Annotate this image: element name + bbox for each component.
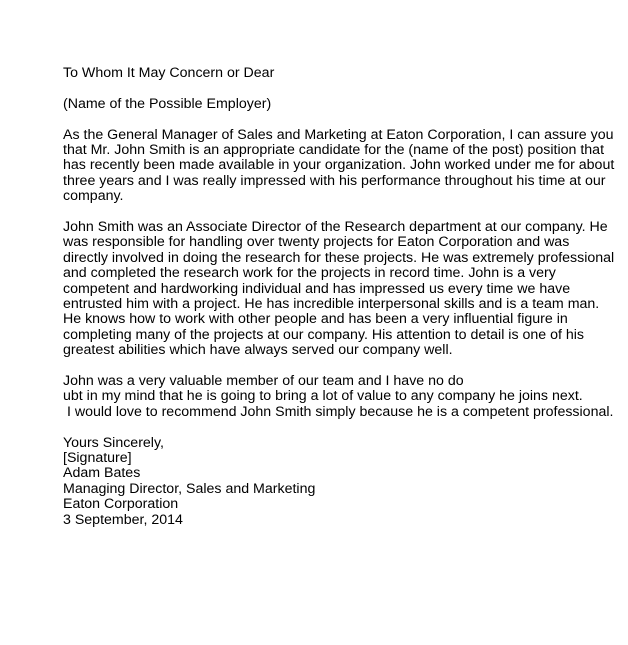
paragraph-experience [63,220,623,359]
paragraph-introduction [63,128,623,205]
paragraph-recommendation [63,374,623,420]
closing-block [63,436,623,528]
paragraph-line: competent and hardworking individual and has impressed us every time we have [63,280,571,297]
paragraph-line: John was a very valuable member of our team and I have no do [63,373,464,390]
salutation-text: To Whom It May Concern or Dear [63,65,275,81]
paragraph-line: ubt in my mind that he is going to bring a lot of value to any company he joins next. [63,388,583,405]
paragraph-line: I would love to recommend John Smith simply because he is a competent professional. [63,403,614,420]
employer-placeholder [63,97,623,112]
paragraph-line: As the General Manager of Sales and Marketing at Eaton Corporation, I can assure you [63,126,614,143]
paragraph-line: John Smith was an Associate Director of the Research department at our company. He [63,219,608,236]
paragraph-line: three years and I was really impressed with his performance throughout his time at our [63,172,606,189]
paragraph-line: greatest abilities which have always served our company well. [63,342,453,359]
paragraph-line: completing many of the projects at our company. His attention to detail is one of his [63,326,585,343]
signature-placeholder: [Signature] [63,450,132,467]
paragraph-line: was responsible for handling over twenty projects for Eaton Corporation and was [63,234,570,251]
salutation [63,66,623,81]
letter-date: 3 September, 2014 [63,511,183,528]
paragraph-line: entrusted him with a project. He has incredible interpersonal skills and is a team man. [63,296,600,313]
paragraph-line: company. [63,188,124,205]
paragraph-line: that Mr. John Smith is an appropriate candidate for the (name of the post) position that [63,142,605,158]
signer-company: Eaton Corporation [63,496,179,513]
employer-placeholder-text: (Name of the Possible Employer) [63,95,272,112]
paragraph-line: has recently been made available in your organization. John worked under me for about [63,157,615,174]
paragraph-line: and completed the research work for the projects in record time. John is a very [63,265,556,282]
letter-body [63,66,623,528]
valediction: Yours Sincerely, [63,434,164,451]
paragraph-line: He knows how to work with other people and has been a very influential figure in [63,311,568,328]
signer-title: Managing Director, Sales and Marketing [63,480,316,497]
signer-name: Adam Bates [63,465,141,482]
paragraph-line: directly involved in doing the research for these projects. He was extremely professional [63,249,615,266]
